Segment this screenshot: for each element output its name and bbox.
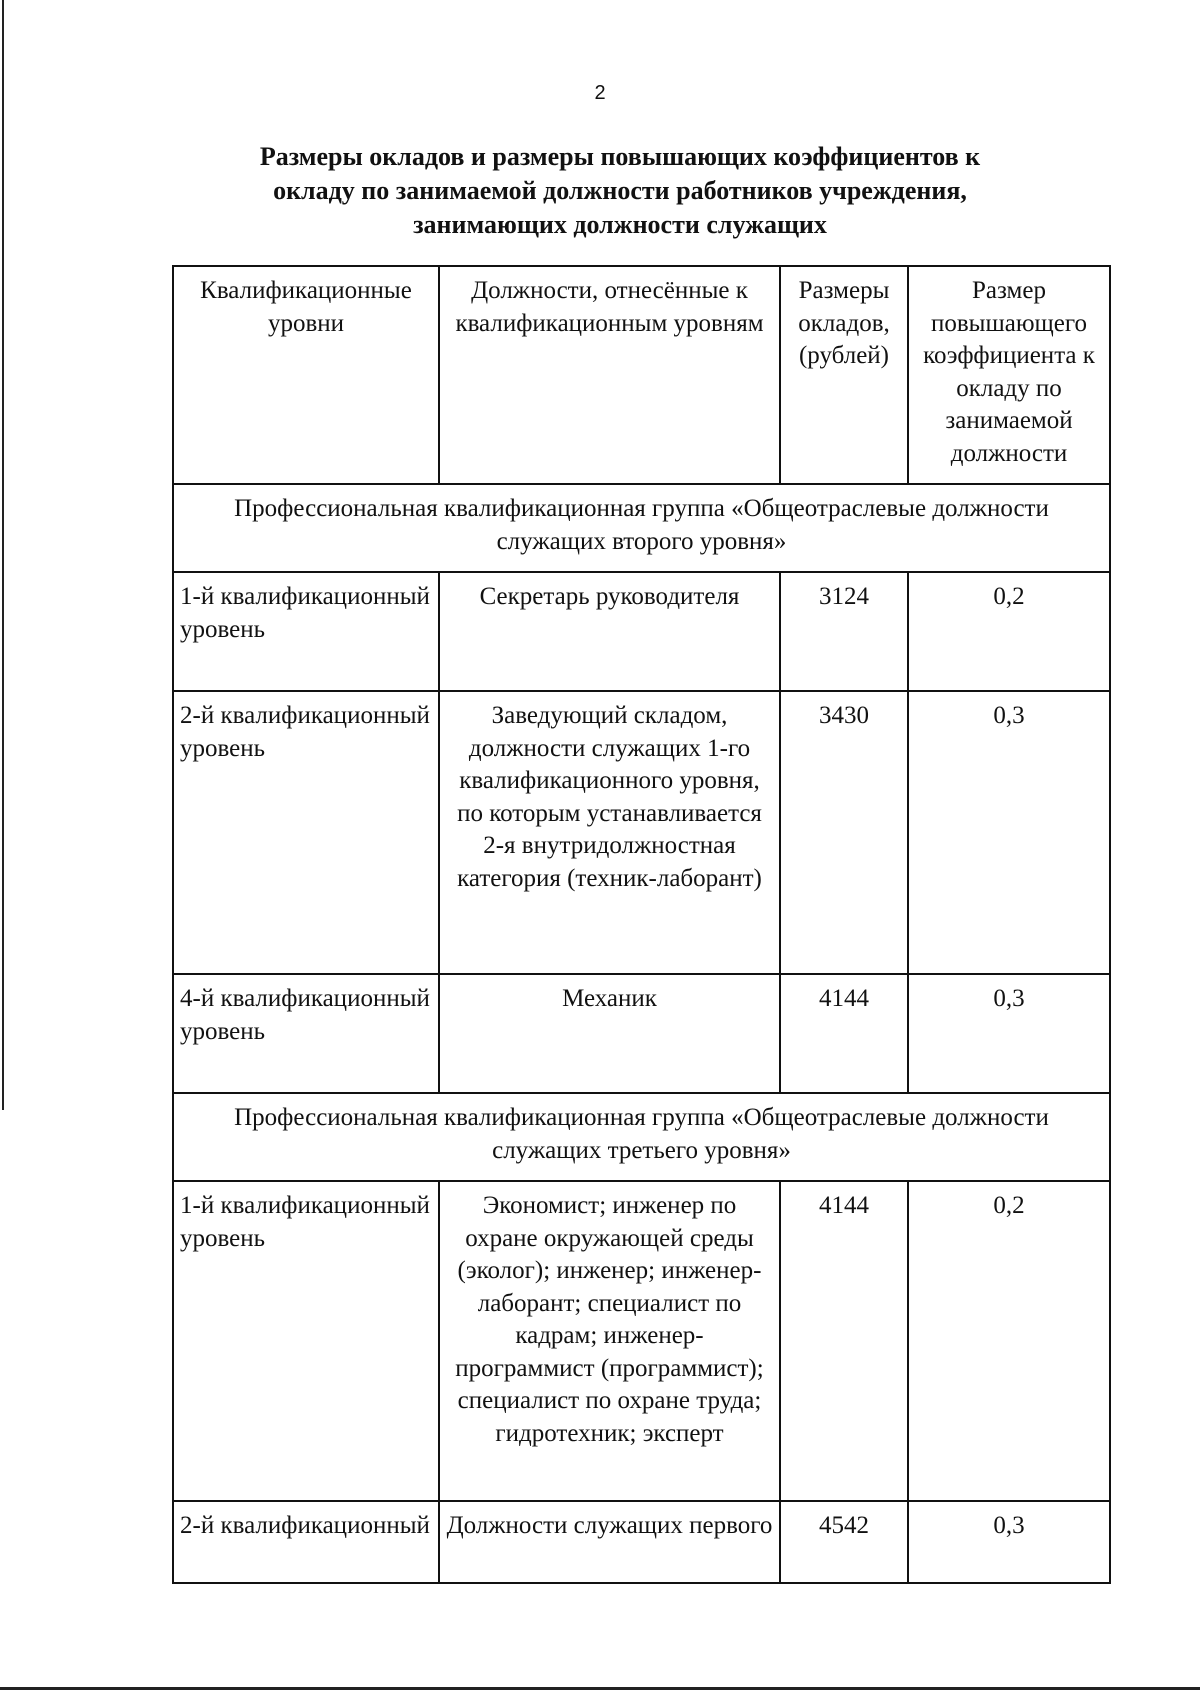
header-positions: Должности, отнесённые к квалификационным уровням [439,266,780,484]
scan-edge-left [2,0,4,1110]
positions-cell: Механик [439,974,780,1093]
salary-cell: 4144 [780,974,908,1093]
level-cell: 4-й квалификационный уровень [173,974,439,1093]
table-row [173,974,1110,1093]
positions-cell: Должности служащих первого [439,1501,780,1583]
coefficient-cell: 0,2 [908,572,1110,691]
group-row [173,1093,1110,1181]
scan-edge-bottom [0,1687,1200,1690]
salary-cell: 3430 [780,691,908,974]
salary-cell: 3124 [780,572,908,691]
table-row [173,572,1110,691]
header-qualification-levels: Квалификационные уровни [173,266,439,484]
group-title: Профессиональная квалификационная группа «Общеотраслевые должности служащих второго уровня» [173,484,1110,572]
page-number: 2 [594,82,606,104]
title-line: окладу по занимаемой должности работников учреждения, [273,176,967,205]
group-title: Профессиональная квалификационная группа «Общеотраслевые должности служащих третьего уровня» [173,1093,1110,1181]
table-row [173,691,1110,974]
coefficient-cell: 0,3 [908,1501,1110,1583]
document-title [190,140,1050,242]
coefficient-cell: 0,3 [908,691,1110,974]
table-row [173,1501,1110,1583]
header-salary: Размеры окладов, (рублей) [780,266,908,484]
title-line: Размеры окладов и размеры повышающих коэффициентов к [259,142,981,171]
coefficient-cell: 0,3 [908,974,1110,1093]
positions-cell: Секретарь руководителя [439,572,780,691]
level-cell: 2-й квалификационный уровень [173,691,439,974]
salary-cell: 4542 [780,1501,908,1583]
coefficient-cell: 0,2 [908,1181,1110,1501]
table-row [173,1181,1110,1501]
title-line: занимающих должности служащих [413,210,827,239]
table-header-row [173,266,1110,484]
level-cell: 1-й квалификационный уровень [173,1181,439,1501]
level-cell: 2-й квалификационный [173,1501,439,1583]
header-coefficient: Размер повышающего коэффициента к окладу по занимаемой должности [908,266,1110,484]
salary-table [172,265,1111,1584]
positions-cell: Заведующий складом, должности служащих 1-го квалификационного уровня, по которым устанавливается 2-я внутридолжностная категория (техник-лаборант) [439,691,780,974]
group-row [173,484,1110,572]
positions-cell: Экономист; инженер по охране окружающей среды (эколог); инженер; инженер-лаборант; специалист по кадрам; инженер-программист (программист); специалист по охране труда; гидротехник; эксперт [439,1181,780,1501]
salary-cell: 4144 [780,1181,908,1501]
level-cell: 1-й квалификационный уровень [173,572,439,691]
